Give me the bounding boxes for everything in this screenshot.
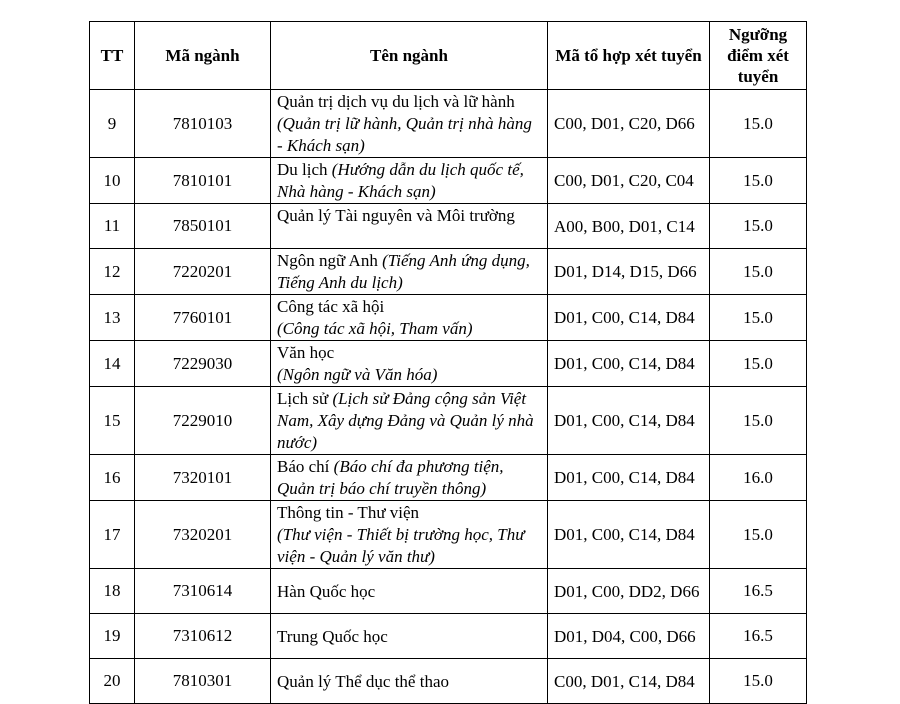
row-combo: D01, C00, C14, D84 — [548, 455, 710, 501]
row-detail: (Công tác xã hội, Tham vấn) — [277, 319, 473, 338]
row-name: Quản lý Tài nguyên và Môi trường — [277, 206, 515, 225]
row-name-cell — [271, 90, 548, 158]
row-name-cell — [271, 501, 548, 569]
row-score: 15.0 — [710, 158, 807, 204]
table-row — [90, 614, 807, 659]
row-detail: (Thư viện - Thiết bị trường học, Thư viện - Quản lý văn thư) — [277, 525, 525, 566]
row-combo: D01, C00, C14, D84 — [548, 341, 710, 387]
row-name: Du lịch — [277, 160, 332, 179]
row-code: 7810301 — [135, 659, 271, 704]
row-name: Công tác xã hội — [277, 297, 385, 316]
row-detail: (Báo chí đa phương tiện, Quản trị báo chí truyền thông) — [277, 457, 504, 498]
table-row — [90, 569, 807, 614]
header-row — [90, 22, 807, 90]
row-name-cell — [271, 387, 548, 455]
row-combo: D01, D14, D15, D66 — [548, 249, 710, 295]
row-score: 15.0 — [710, 501, 807, 569]
admission-table — [89, 21, 807, 704]
row-code: 7229030 — [135, 341, 271, 387]
row-code: 7320101 — [135, 455, 271, 501]
row-tt: 14 — [90, 341, 135, 387]
row-score: 16.0 — [710, 455, 807, 501]
table-row — [90, 158, 807, 204]
header-threshold: Ngưỡng điểm xét tuyển — [710, 22, 807, 90]
row-tt: 17 — [90, 501, 135, 569]
row-name: Ngôn ngữ Anh — [277, 251, 383, 270]
row-tt: 16 — [90, 455, 135, 501]
row-tt: 10 — [90, 158, 135, 204]
row-detail: (Ngôn ngữ và Văn hóa) — [277, 365, 438, 384]
row-detail: (Hướng dẫn du lịch quốc tế, Nhà hàng - Khách sạn) — [277, 160, 524, 201]
row-score: 15.0 — [710, 387, 807, 455]
row-name: Lịch sử — [277, 389, 333, 408]
row-tt: 20 — [90, 659, 135, 704]
table-row — [90, 659, 807, 704]
row-name-cell — [271, 341, 548, 387]
row-combo: D01, C00, C14, D84 — [548, 501, 710, 569]
row-tt: 18 — [90, 569, 135, 614]
row-tt: 13 — [90, 295, 135, 341]
row-code: 7229010 — [135, 387, 271, 455]
row-combo: D01, C00, C14, D84 — [548, 387, 710, 455]
header-tt: TT — [90, 22, 135, 90]
row-name-cell — [271, 204, 548, 249]
row-code: 7760101 — [135, 295, 271, 341]
row-code: 7810103 — [135, 90, 271, 158]
row-code: 7320201 — [135, 501, 271, 569]
row-code: 7310614 — [135, 569, 271, 614]
row-tt: 19 — [90, 614, 135, 659]
row-name-cell — [271, 249, 548, 295]
table-row — [90, 295, 807, 341]
row-name-cell — [271, 455, 548, 501]
row-name: Hàn Quốc học — [271, 569, 548, 614]
header-name: Tên ngành — [271, 22, 548, 90]
table-row — [90, 387, 807, 455]
table-row — [90, 455, 807, 501]
row-combo: C00, D01, C14, D84 — [548, 659, 710, 704]
row-code: 7310612 — [135, 614, 271, 659]
table-row — [90, 249, 807, 295]
row-tt: 12 — [90, 249, 135, 295]
row-tt: 11 — [90, 204, 135, 249]
row-name-cell — [271, 295, 548, 341]
table-row — [90, 204, 807, 249]
header-combo: Mã tổ hợp xét tuyển — [548, 22, 710, 90]
row-name: Văn học — [277, 343, 335, 362]
row-score: 15.0 — [710, 90, 807, 158]
row-name: Quản lý Thể dục thể thao — [271, 659, 548, 704]
row-combo: D01, C00, C14, D84 — [548, 295, 710, 341]
row-detail: (Lịch sử Đảng cộng sản Việt Nam, Xây dựng Đảng và Quản lý nhà nước) — [277, 389, 534, 452]
row-combo: C00, D01, C20, C04 — [548, 158, 710, 204]
row-score: 15.0 — [710, 341, 807, 387]
row-name: Trung Quốc học — [271, 614, 548, 659]
row-detail: (Quản trị lữ hành, Quản trị nhà hàng - Khách sạn) — [277, 114, 532, 155]
row-code: 7220201 — [135, 249, 271, 295]
row-name: Quản trị dịch vụ du lịch và lữ hành — [277, 92, 515, 111]
header-code: Mã ngành — [135, 22, 271, 90]
row-score: 16.5 — [710, 614, 807, 659]
row-tt: 15 — [90, 387, 135, 455]
row-name: Báo chí — [277, 457, 334, 476]
row-tt: 9 — [90, 90, 135, 158]
row-score: 16.5 — [710, 569, 807, 614]
row-combo: C00, D01, C20, D66 — [548, 90, 710, 158]
row-score: 15.0 — [710, 204, 807, 249]
row-detail: (Tiếng Anh ứng dụng, Tiếng Anh du lịch) — [277, 251, 530, 292]
row-score: 15.0 — [710, 249, 807, 295]
row-name-cell — [271, 158, 548, 204]
row-score: 15.0 — [710, 659, 807, 704]
row-code: 7850101 — [135, 204, 271, 249]
table-row — [90, 90, 807, 158]
row-score: 15.0 — [710, 295, 807, 341]
table-row — [90, 501, 807, 569]
row-combo: A00, B00, D01, C14 — [548, 204, 710, 249]
row-combo: D01, D04, C00, D66 — [548, 614, 710, 659]
row-code: 7810101 — [135, 158, 271, 204]
table-row — [90, 341, 807, 387]
row-combo: D01, C00, DD2, D66 — [548, 569, 710, 614]
row-name: Thông tin - Thư viện — [277, 503, 420, 522]
